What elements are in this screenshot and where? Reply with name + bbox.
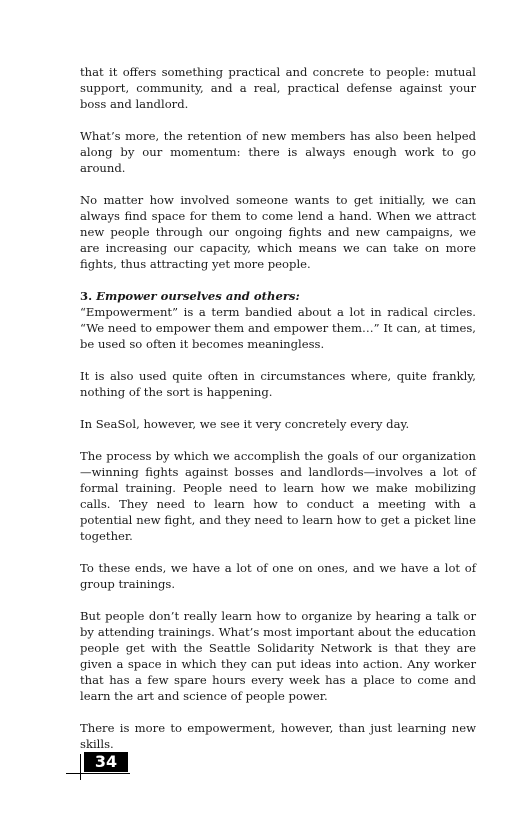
- paragraph: The process by which we accomplish the goals of our organization—winning fights against bosses and landlords—involves a lot of formal training. People need to learn how we make mobilizing calls. They need to learn how to conduct a meeting with a potential new fight, and they need to learn how to get a picket line together.: [80, 449, 476, 543]
- paragraph: In SeaSol, however, we see it very concretely every day.: [80, 417, 410, 431]
- section-heading-number: 3.: [80, 289, 97, 303]
- paragraph: But people don’t really learn how to organize by hearing a talk or by attending trainings. What’s most important about the education people get with the Seattle Solidarity Network is that they are given a space in which they can put ideas into action. Any worker that has a few spare hours every week has a place to come and learn the art and science of people power.: [80, 609, 476, 703]
- section-heading: [80, 288, 476, 304]
- page-number: 34: [84, 752, 128, 772]
- section-heading-title: Empower ourselves and others:: [96, 289, 300, 303]
- page-body: [80, 64, 476, 768]
- folio-rule-vertical: [80, 754, 81, 780]
- paragraph: What’s more, the retention of new members has also been helped along by our momentum: there is always enough work to go around.: [80, 129, 476, 175]
- paragraph: It is also used quite often in circumstances where, quite frankly, nothing of the sort is happening.: [80, 369, 476, 399]
- folio-rule-horizontal: [66, 773, 130, 774]
- page-number-block: [66, 752, 130, 780]
- paragraph: There is more to empowerment, however, than just learning new skills.: [80, 721, 476, 751]
- paragraph: “Empowerment” is a term bandied about a lot in radical circles. “We need to empower them and empower them…” It can, at times, be used so often it becomes meaningless.: [80, 305, 476, 351]
- paragraph: No matter how involved someone wants to get initially, we can always find space for them to come lend a hand. When we attract new people through our ongoing fights and new campaigns, we are increasing our capacity, which means we can take on more fights, thus attracting yet more people.: [80, 193, 476, 271]
- paragraph: To these ends, we have a lot of one on ones, and we have a lot of group trainings.: [80, 561, 476, 591]
- paragraph: that it offers something practical and concrete to people: mutual support, community, and a real, practical defense against your boss and landlord.: [80, 65, 476, 111]
